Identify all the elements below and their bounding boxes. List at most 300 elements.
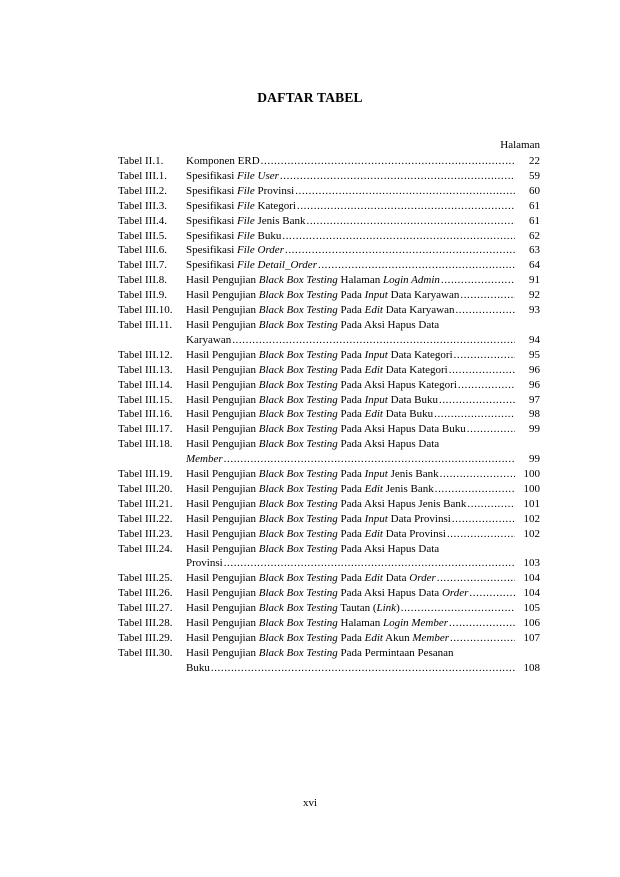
column-header-halaman: Halaman	[500, 139, 540, 151]
entry-line	[186, 631, 540, 646]
entry-label: Tabel III.24.	[118, 542, 173, 555]
entry-line	[186, 333, 540, 348]
entry-title-segment: Pada	[337, 482, 365, 495]
toc-entry	[118, 243, 540, 258]
entry-title-segment: Buku	[254, 229, 282, 242]
toc-entry	[118, 631, 540, 646]
entry-title-segment: Hasil Pengujian	[186, 482, 259, 495]
entry-page-number: 64	[529, 259, 540, 272]
entry-page-number: 108	[523, 661, 540, 674]
dot-leader	[297, 199, 515, 214]
entry-title	[186, 154, 260, 169]
entry-title-segment: Black Box Testing	[258, 274, 338, 287]
entry-body	[186, 407, 540, 422]
entry-label: Tabel III.11.	[118, 318, 173, 331]
dot-leader	[455, 303, 515, 318]
entry-title-segment: Black Box Testing	[258, 393, 338, 406]
entry-page-number: 99	[529, 423, 540, 436]
entry-page-number: 100	[523, 468, 540, 481]
entry-title	[186, 318, 439, 333]
entry-line	[186, 378, 540, 393]
entry-page-number: 101	[523, 497, 540, 510]
entry-title-segment: Black Box Testing	[258, 542, 338, 555]
entry-title-segment: Pada	[337, 289, 365, 302]
entry-title-segment: Data Kategori	[382, 363, 448, 376]
entry-title-segment: Order	[441, 587, 469, 600]
entry-title-segment: File Detail_Order	[237, 259, 317, 272]
toc-entry	[118, 512, 540, 527]
entry-title	[186, 586, 468, 601]
entry-label: Tabel III.28.	[118, 617, 173, 630]
entry-title-segment: Karyawan	[186, 333, 232, 346]
entry-title	[186, 646, 454, 661]
entry-title-segment: Hasil Pengujian	[186, 497, 259, 510]
entry-body	[186, 154, 540, 169]
entry-title	[186, 512, 451, 527]
entry-title-segment: Buku	[186, 661, 210, 674]
entry-title-segment: Input	[364, 348, 388, 361]
entry-page-number: 96	[529, 378, 540, 391]
entry-label: Tabel III.9.	[118, 289, 168, 302]
entry-title	[186, 288, 459, 303]
entry-label: Tabel III.10.	[118, 304, 173, 317]
dot-leader	[401, 601, 515, 616]
entry-title	[186, 363, 448, 378]
toc-entry	[118, 407, 540, 422]
dot-leader	[467, 497, 515, 512]
toc-entry	[118, 437, 540, 467]
entry-title-segment: Provinsi	[254, 184, 295, 197]
entry-label: Tabel III.15.	[118, 393, 173, 406]
entry-body	[186, 646, 540, 676]
entry-title-segment: Data Karyawan	[382, 304, 455, 317]
entry-body	[186, 467, 540, 482]
entry-label: Tabel II.1.	[118, 155, 164, 167]
entry-title-segment: Hasil Pengujian	[186, 378, 259, 391]
entry-title-segment: Pada Aksi Hapus Kategori	[337, 378, 457, 391]
page-number-footer: xvi	[302, 797, 318, 809]
entry-body	[186, 631, 540, 646]
entry-title-segment: Akun	[382, 632, 413, 644]
entry-title-segment: Black Box Testing	[258, 527, 338, 540]
entry-title-segment: Pada	[337, 632, 365, 644]
entry-title	[186, 243, 284, 258]
entry-line	[186, 586, 540, 601]
entry-title-segment: Hasil Pengujian	[186, 527, 259, 540]
entry-body	[186, 199, 540, 214]
entry-body	[186, 512, 540, 527]
entry-line	[186, 601, 540, 616]
entry-title-segment: Black Box Testing	[258, 617, 338, 630]
entry-title-segment: Hasil Pengujian	[186, 393, 259, 406]
entry-title-segment: Input	[364, 289, 388, 302]
entry-title	[186, 527, 446, 542]
dot-leader	[452, 512, 515, 527]
entry-label: Tabel III.2.	[118, 184, 168, 197]
entry-title-segment: Black Box Testing	[258, 423, 338, 436]
entry-title-segment: Black Box Testing	[258, 378, 338, 391]
entry-line	[186, 184, 540, 199]
entry-line	[186, 229, 540, 244]
entry-page-number: 95	[529, 348, 540, 361]
entry-title	[186, 378, 457, 393]
entry-label: Tabel III.5.	[118, 229, 168, 242]
entry-title	[186, 601, 400, 616]
dot-leader	[224, 452, 515, 467]
toc-entry	[118, 288, 540, 303]
entry-label: Tabel III.14.	[118, 378, 173, 391]
entry-title-segment: Black Box Testing	[258, 497, 338, 510]
entry-page-number: 63	[529, 244, 540, 257]
entry-title-segment: File User	[237, 169, 279, 182]
entry-title	[186, 556, 223, 571]
entry-title-segment: Edit	[364, 304, 383, 317]
entry-body	[186, 482, 540, 497]
toc-entry	[118, 586, 540, 601]
table-of-tables	[118, 154, 540, 676]
dot-leader	[449, 616, 515, 631]
entry-title	[186, 199, 296, 214]
entry-title-segment: Member	[412, 632, 449, 644]
dot-leader	[282, 229, 515, 244]
entry-title-segment: Pada	[337, 527, 365, 540]
entry-title-segment: Edit	[364, 632, 383, 644]
entry-title-segment: )	[396, 602, 400, 615]
dot-leader	[469, 586, 515, 601]
entry-title	[186, 407, 433, 422]
entry-title-segment: Black Box Testing	[258, 304, 338, 317]
entry-title-segment: Order	[409, 572, 436, 585]
toc-entry	[118, 527, 540, 542]
entry-title-segment: Input	[364, 468, 388, 481]
entry-label: Tabel III.23.	[118, 527, 173, 540]
entry-page-number: 107	[523, 632, 540, 644]
entry-page-number: 96	[529, 363, 540, 376]
entry-title-segment: Edit	[364, 527, 383, 540]
entry-title-segment: Pada Aksi Hapus Data	[337, 587, 442, 600]
toc-entry	[118, 318, 540, 348]
entry-page-number: 62	[529, 229, 540, 242]
dot-leader	[439, 393, 515, 408]
entry-label: Tabel III.20.	[118, 482, 173, 495]
entry-title-segment: Pada Permintaan Pesanan	[337, 646, 454, 659]
dot-leader	[447, 527, 515, 542]
entry-page-number: 92	[529, 289, 540, 302]
entry-body	[186, 288, 540, 303]
entry-title-segment: Pada	[337, 572, 365, 585]
entry-title	[186, 482, 434, 497]
entry-label: Tabel III.19.	[118, 468, 173, 481]
entry-title	[186, 467, 439, 482]
entry-title-segment: Pada Aksi Hapus Jenis Bank	[337, 497, 467, 510]
entry-title-segment: File	[237, 184, 255, 197]
entry-title-segment: Hasil Pengujian	[186, 542, 259, 555]
entry-title-segment: Pada	[337, 393, 365, 406]
toc-entry	[118, 497, 540, 512]
dot-leader	[458, 378, 515, 393]
entry-title-segment: Hasil Pengujian	[186, 438, 259, 451]
entry-title-segment: Input	[364, 512, 388, 525]
entry-title-segment: Data	[382, 572, 410, 585]
dot-leader	[318, 258, 515, 273]
entry-title-segment: Data Karyawan	[387, 289, 460, 302]
entry-line	[186, 527, 540, 542]
entry-title-segment: Hasil Pengujian	[186, 602, 259, 615]
entry-title-segment: Data Kategori	[387, 348, 453, 361]
entry-page-number: 103	[523, 557, 540, 570]
entry-line	[186, 407, 540, 422]
entry-line	[186, 169, 540, 184]
entry-page-number: 102	[523, 512, 540, 525]
entry-title-segment: Hasil Pengujian	[186, 512, 259, 525]
entry-line	[186, 214, 540, 229]
entry-title-segment: Data Provinsi	[382, 527, 446, 540]
dot-leader	[295, 184, 515, 199]
entry-title-segment: Pada Aksi Hapus Data	[337, 438, 440, 451]
entry-title-segment: Edit	[364, 572, 383, 585]
entry-label: Tabel III.25.	[118, 572, 173, 585]
entry-label: Tabel III.12.	[118, 348, 173, 361]
entry-title-segment: Pada	[337, 348, 365, 361]
entry-title-segment: Halaman	[337, 274, 383, 287]
page-title: DAFTAR TABEL	[257, 90, 363, 105]
entry-label: Tabel III.22.	[118, 512, 173, 525]
entry-title-segment: Provinsi	[186, 557, 223, 570]
entry-page-number: 99	[529, 453, 540, 466]
entry-page-number: 104	[523, 572, 540, 585]
entry-title	[186, 303, 454, 318]
entry-title-segment: File	[237, 199, 255, 212]
toc-entry	[118, 199, 540, 214]
toc-entry	[118, 214, 540, 229]
toc-entry	[118, 378, 540, 393]
entry-line	[186, 556, 540, 571]
entry-title	[186, 169, 279, 184]
toc-entry	[118, 422, 540, 437]
entry-title-segment: Data Provinsi	[387, 512, 451, 525]
entry-body	[186, 393, 540, 408]
entry-title-segment: Pada	[337, 363, 365, 376]
entry-body	[186, 184, 540, 199]
entry-body	[186, 616, 540, 631]
entry-title	[186, 184, 294, 199]
entry-title	[186, 497, 466, 512]
entry-page-number: 93	[529, 304, 540, 317]
entry-title-segment: Black Box Testing	[258, 318, 338, 331]
entry-line	[186, 512, 540, 527]
dot-leader	[232, 333, 515, 348]
entry-title-segment: Spesifikasi	[186, 169, 238, 182]
entry-title-segment: Hasil Pengujian	[186, 632, 259, 644]
entry-title-segment: Hasil Pengujian	[186, 572, 259, 585]
entry-title-segment: Hasil Pengujian	[186, 318, 259, 331]
entry-label: Tabel III.16.	[118, 408, 173, 421]
entry-line	[186, 348, 540, 363]
entry-title-segment: Pada	[337, 468, 365, 481]
entry-title-segment: Hasil Pengujian	[186, 408, 259, 421]
entry-title-segment: Jenis Bank	[382, 482, 434, 495]
toc-entry	[118, 348, 540, 363]
entry-title-segment: Hasil Pengujian	[186, 617, 259, 630]
entry-title	[186, 616, 448, 631]
entry-title-segment: Kategori	[254, 199, 296, 212]
dot-leader	[467, 422, 515, 437]
toc-entry	[118, 616, 540, 631]
entry-title	[186, 348, 453, 363]
entry-title	[186, 437, 439, 452]
entry-label: Tabel III.30.	[118, 646, 173, 659]
entry-body	[186, 497, 540, 512]
entry-title-segment: Hasil Pengujian	[186, 468, 259, 481]
entry-title-segment: Black Box Testing	[258, 363, 338, 376]
entry-page-number: 105	[523, 602, 540, 615]
entry-line	[186, 497, 540, 512]
entry-line	[186, 243, 540, 258]
entry-title-segment: Input	[364, 393, 388, 406]
entry-page-number: 60	[529, 184, 540, 197]
entry-title-segment: Black Box Testing	[258, 468, 338, 481]
entry-line	[186, 393, 540, 408]
entry-body	[186, 258, 540, 273]
entry-page-number: 106	[523, 617, 540, 630]
entry-label: Tabel III.17.	[118, 423, 173, 436]
entry-title	[186, 452, 223, 467]
entry-title-segment: Hasil Pengujian	[186, 289, 259, 302]
entry-title-segment: Data Buku	[382, 408, 434, 421]
entry-title-segment: Pada	[337, 304, 365, 317]
entry-title-segment: Link	[376, 602, 397, 615]
entry-label: Tabel III.26.	[118, 587, 173, 600]
entry-page-number: 100	[523, 482, 540, 495]
entry-line	[186, 154, 540, 169]
entry-title-segment: Black Box Testing	[258, 408, 338, 421]
entry-title-segment: File	[237, 229, 255, 242]
toc-entry	[118, 393, 540, 408]
entry-body	[186, 586, 540, 601]
entry-title-segment: Spesifikasi	[186, 214, 238, 227]
entry-label: Tabel III.1.	[118, 169, 168, 182]
toc-entry	[118, 169, 540, 184]
dot-leader	[460, 288, 515, 303]
entry-title-segment: Black Box Testing	[258, 572, 338, 585]
entry-label: Tabel III.21.	[118, 497, 173, 510]
toc-entry	[118, 229, 540, 244]
entry-title-segment: Hasil Pengujian	[186, 423, 259, 436]
entry-title-segment: File Order	[237, 244, 284, 257]
entry-title	[186, 229, 281, 244]
entry-line	[186, 616, 540, 631]
entry-title-segment: Hasil Pengujian	[186, 274, 259, 287]
entry-line	[186, 303, 540, 318]
entry-body	[186, 571, 540, 586]
entry-title-segment: Jenis Bank	[254, 214, 306, 227]
dot-leader	[454, 348, 515, 363]
entry-title-segment: Spesifikasi	[186, 259, 238, 272]
dot-leader	[449, 363, 515, 378]
entry-title-segment: Member	[186, 453, 223, 466]
dot-leader	[285, 243, 515, 258]
entry-title-segment: Black Box Testing	[258, 646, 338, 659]
entry-title-segment: Pada Aksi Hapus Data	[337, 542, 440, 555]
entry-body	[186, 318, 540, 348]
entry-page-number: 61	[529, 199, 540, 212]
entry-body	[186, 363, 540, 378]
toc-entry	[118, 482, 540, 497]
entry-title-segment: Hasil Pengujian	[186, 348, 259, 361]
entry-title	[186, 631, 449, 646]
entry-title	[186, 393, 438, 408]
toc-entry	[118, 646, 540, 676]
entry-title	[186, 333, 231, 348]
entry-title	[186, 273, 440, 288]
dot-leader	[224, 556, 515, 571]
toc-entry	[118, 542, 540, 572]
entry-label: Tabel III.4.	[118, 214, 168, 227]
entry-line	[186, 482, 540, 497]
entry-line	[186, 273, 540, 288]
toc-entry	[118, 258, 540, 273]
entry-title-segment: Black Box Testing	[258, 587, 338, 600]
entry-line	[186, 422, 540, 437]
entry-title-segment: Spesifikasi	[186, 199, 238, 212]
entry-line	[186, 467, 540, 482]
entry-line	[186, 542, 540, 557]
entry-title	[186, 422, 466, 437]
entry-title-segment: Tautan (	[337, 602, 377, 615]
entry-page-number: 102	[523, 527, 540, 540]
dot-leader	[280, 169, 515, 184]
toc-entry	[118, 184, 540, 199]
entry-title-segment: Login Member	[382, 617, 449, 630]
entry-page-number: 97	[529, 393, 540, 406]
entry-body	[186, 437, 540, 467]
entry-title	[186, 661, 210, 676]
entry-body	[186, 378, 540, 393]
entry-title-segment: Halaman	[337, 617, 383, 630]
toc-entry	[118, 303, 540, 318]
dot-leader	[306, 214, 515, 229]
entry-page-number: 104	[523, 587, 540, 600]
entry-title-segment: Hasil Pengujian	[186, 304, 259, 317]
entry-title-segment: Hasil Pengujian	[186, 646, 259, 659]
entry-line	[186, 646, 540, 661]
entry-label: Tabel III.27.	[118, 602, 173, 615]
toc-entry	[118, 601, 540, 616]
entry-title	[186, 571, 436, 586]
entry-label: Tabel III.13.	[118, 363, 173, 376]
entry-line	[186, 258, 540, 273]
entry-line	[186, 571, 540, 586]
entry-body	[186, 348, 540, 363]
entry-title	[186, 214, 305, 229]
entry-title-segment: Pada Aksi Hapus Data	[337, 318, 440, 331]
entry-title-segment: Pada	[337, 512, 365, 525]
entry-body	[186, 527, 540, 542]
entry-title-segment: Pada Aksi Hapus Data Buku	[337, 423, 466, 436]
entry-label: Tabel III.3.	[118, 199, 168, 212]
entry-body	[186, 169, 540, 184]
dot-leader	[441, 273, 515, 288]
toc-entry	[118, 154, 540, 169]
entry-title	[186, 542, 439, 557]
entry-title-segment: Data Buku	[387, 393, 438, 406]
entry-title-segment: Pada	[337, 408, 365, 421]
entry-title-segment: Black Box Testing	[258, 482, 338, 495]
entry-title-segment: Spesifikasi	[186, 229, 238, 242]
entry-page-number: 91	[529, 274, 540, 287]
entry-title-segment: Jenis Bank	[387, 468, 439, 481]
toc-entry	[118, 571, 540, 586]
